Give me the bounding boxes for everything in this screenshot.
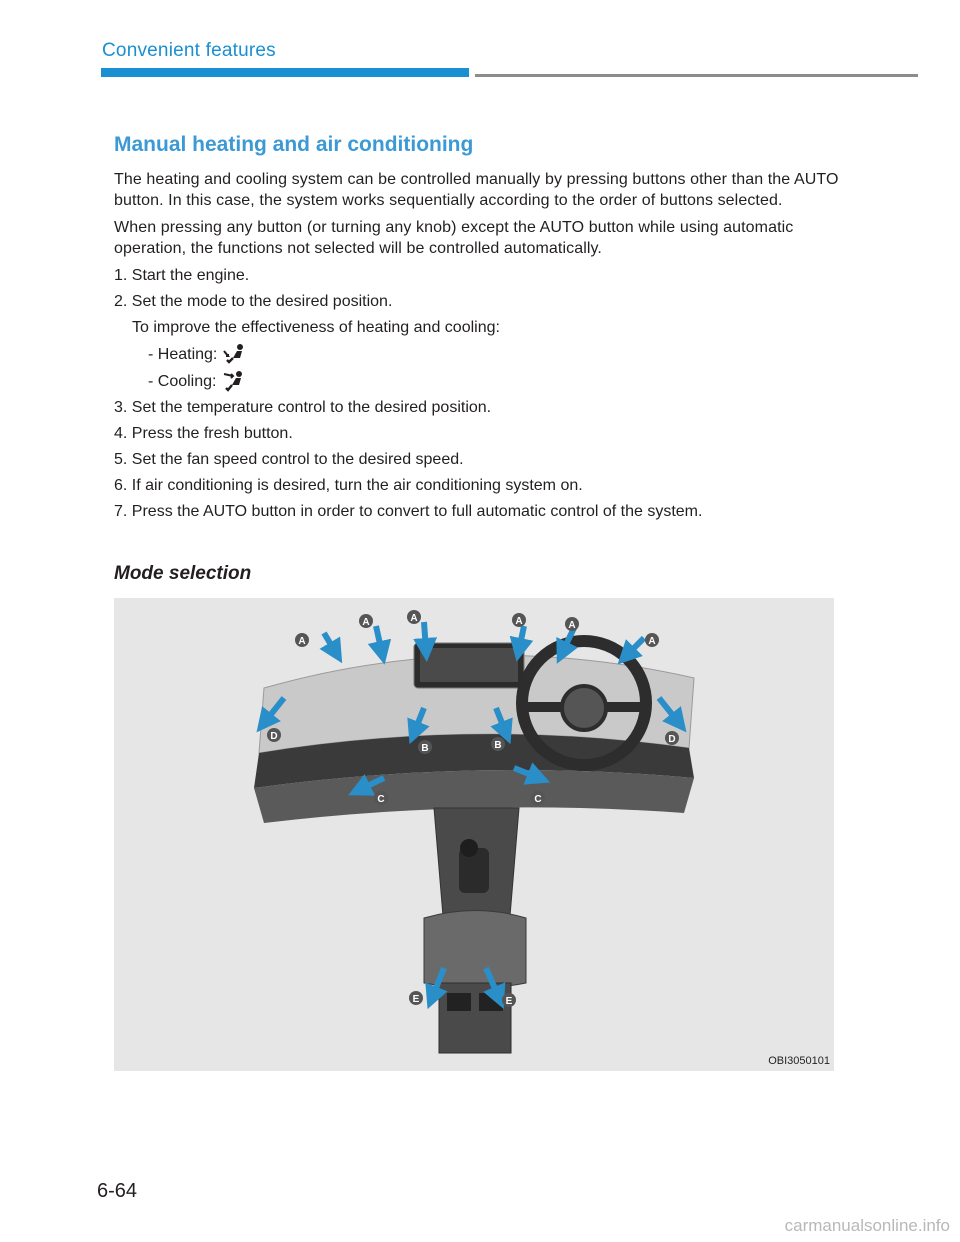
header-rule-blue — [101, 68, 469, 77]
step-2-heating — [114, 343, 844, 365]
vent-label-e: E — [505, 996, 513, 1007]
header-rule-gray — [475, 74, 918, 77]
vent-label-a: A — [362, 617, 370, 628]
intro-paragraph: The heating and cooling system can be controlled manually by pressing buttons other than the AUTO button. In this case, the system works sequentially according to the order of buttons selected. — [114, 171, 839, 209]
figure-code: OBI3050101 — [768, 1055, 830, 1067]
face-vent-person-icon — [222, 370, 246, 392]
floor-vent-person-icon — [223, 343, 247, 365]
vent-label-b: B — [494, 740, 502, 751]
vent-label-d: D — [668, 734, 676, 745]
page-heading: Manual heating and air conditioning — [114, 133, 474, 156]
vent-label-e: E — [412, 994, 420, 1005]
vent-label-a: A — [648, 636, 656, 647]
step-6: 6. If air conditioning is desired, turn the air conditioning system on. — [114, 477, 583, 494]
page-number: 6-64 — [97, 1180, 138, 1202]
heating-label: - Heating: — [148, 345, 218, 363]
step-3: 3. Set the temperature control to the desired position. — [114, 399, 492, 416]
dashboard-vent-illustration — [114, 598, 834, 1071]
step-2: 2. Set the mode to the desired position. — [114, 293, 393, 310]
dashboard-drawing — [114, 598, 834, 1071]
step-7: 7. Press the AUTO button in order to convert to full automatic control of the system. — [114, 503, 703, 520]
vent-label-a: A — [568, 620, 576, 631]
steps-list — [114, 265, 844, 522]
watermark: carmanualsonline.info — [784, 1216, 950, 1235]
step-5: 5. Set the fan speed control to the desired speed. — [114, 451, 464, 468]
vent-label-c: C — [534, 794, 542, 805]
vent-label-c: C — [377, 794, 385, 805]
vent-label-b: B — [421, 743, 429, 754]
step-2-note: To improve the effectiveness of heating and cooling: — [132, 319, 500, 336]
step-1: 1. Start the engine. — [114, 267, 250, 284]
mode-selection-heading: Mode selection — [114, 563, 252, 584]
vent-label-a: A — [298, 636, 306, 647]
vent-label-a: A — [410, 613, 418, 624]
section-title: Convenient features — [102, 40, 276, 61]
cooling-label: - Cooling: — [148, 372, 217, 390]
vent-label-a: A — [515, 616, 523, 627]
step-4: 4. Press the fresh button. — [114, 425, 293, 442]
vent-label-d: D — [270, 731, 278, 742]
auto-paragraph: When pressing any button (or turning any knob) except the AUTO button while using automatic operation, the functions not selected will be controlled automatically. — [114, 219, 794, 257]
step-2-cooling — [114, 370, 844, 392]
main-content — [114, 133, 844, 527]
